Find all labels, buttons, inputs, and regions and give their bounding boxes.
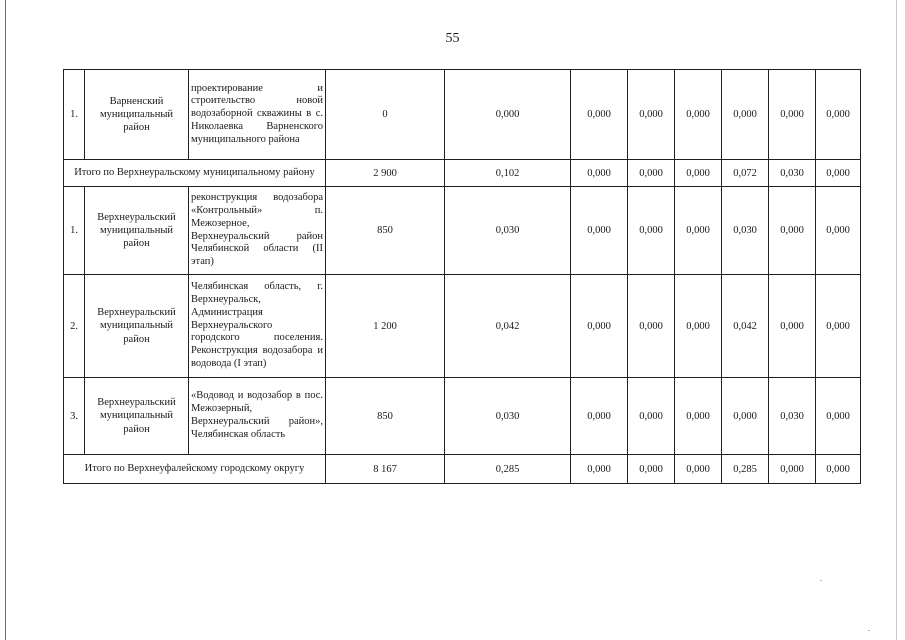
value-cell: 0,042 [445, 275, 571, 378]
value-cell: 0,000 [769, 275, 816, 378]
value-cell: 0,000 [816, 187, 861, 275]
value-cell: 0,000 [675, 70, 722, 160]
value-cell: 0,000 [675, 378, 722, 455]
value-cell: 0,000 [722, 70, 769, 160]
value-cell: 0,000 [816, 70, 861, 160]
subtotal-value-cell: 0,000 [675, 160, 722, 187]
scan-speck [820, 580, 822, 581]
subtotal-label-cell: Итого по Верхнеуральскому муниципальному району [64, 160, 326, 187]
value-cell: 0,000 [769, 187, 816, 275]
table-row [64, 275, 861, 378]
subtotal-value-cell: 0,000 [571, 160, 628, 187]
subtotal-value-cell: 0,285 [722, 455, 769, 484]
subtotal-value-cell: 0,030 [769, 160, 816, 187]
subtotal-row [64, 160, 861, 187]
value-cell: 0,000 [628, 378, 675, 455]
value-cell: 0,000 [571, 70, 628, 160]
district-cell: Верхнеуральский муниципальный район [85, 187, 189, 275]
value-cell: 850 [326, 187, 445, 275]
value-cell: 0 [326, 70, 445, 160]
district-cell: Верхнеуральский муниципальный район [85, 378, 189, 455]
value-cell: 0,000 [571, 187, 628, 275]
description-cell: Челябинская область, г. Верхнеуральск, Администрация Верхнеуральского городского поселения. Реконструкция водозабора и водовода (I этап) [189, 275, 326, 378]
row-index-cell: 1. [64, 187, 85, 275]
value-cell: 0,000 [571, 275, 628, 378]
subtotal-value-cell: 0,000 [816, 455, 861, 484]
scan-speck [868, 630, 870, 631]
subtotal-value-cell: 0,000 [628, 455, 675, 484]
page-number: 55 [445, 31, 460, 46]
subtotal-value-cell: 0,000 [628, 160, 675, 187]
value-cell: 0,030 [722, 187, 769, 275]
table-row [64, 378, 861, 455]
district-cell: Верхнеуральский муниципальный район [85, 275, 189, 378]
subtotal-value-cell: 0,072 [722, 160, 769, 187]
value-cell: 0,000 [675, 275, 722, 378]
value-cell: 0,030 [769, 378, 816, 455]
row-index-cell: 2. [64, 275, 85, 378]
page-right-edge-line [896, 0, 897, 640]
table-row [64, 70, 861, 160]
value-cell: 0,000 [628, 275, 675, 378]
value-cell: 0,042 [722, 275, 769, 378]
subtotal-value-cell: 8 167 [326, 455, 445, 484]
value-cell: 0,000 [571, 378, 628, 455]
subtotal-value-cell: 0,000 [769, 455, 816, 484]
value-cell: 0,000 [769, 70, 816, 160]
description-cell: «Водовод и водозабор в пос. Межозерный, Верхнеуральский район», Челябинская область [189, 378, 326, 455]
value-cell: 0,030 [445, 378, 571, 455]
value-cell: 1 200 [326, 275, 445, 378]
subtotal-label-cell: Итого по Верхнеуфалейскому городскому округу [64, 455, 326, 484]
table-row [64, 187, 861, 275]
subtotal-value-cell: 0,000 [571, 455, 628, 484]
value-cell: 0,000 [628, 70, 675, 160]
description-cell: проектирование и строительство новой водозаборной скважины в с. Николаевка Варненского муниципального района [189, 70, 326, 160]
subtotal-value-cell: 0,102 [445, 160, 571, 187]
value-cell: 0,000 [722, 378, 769, 455]
subtotal-value-cell: 2 900 [326, 160, 445, 187]
value-cell: 850 [326, 378, 445, 455]
value-cell: 0,000 [628, 187, 675, 275]
value-cell: 0,000 [816, 378, 861, 455]
row-index-cell: 1. [64, 70, 85, 160]
description-cell: реконструкция водозабора «Контрольный» п. Межозерное, Верхнеуральский район Челябинской области (II этап) [189, 187, 326, 275]
page-left-edge-line [5, 0, 6, 640]
subtotal-value-cell: 0,000 [816, 160, 861, 187]
subtotal-value-cell: 0,000 [675, 455, 722, 484]
budget-table [63, 69, 861, 484]
value-cell: 0,030 [445, 187, 571, 275]
subtotal-row [64, 455, 861, 484]
value-cell: 0,000 [445, 70, 571, 160]
district-cell: Варненский муниципальный район [85, 70, 189, 160]
subtotal-value-cell: 0,285 [445, 455, 571, 484]
value-cell: 0,000 [675, 187, 722, 275]
value-cell: 0,000 [816, 275, 861, 378]
row-index-cell: 3. [64, 378, 85, 455]
table-body [64, 70, 861, 484]
